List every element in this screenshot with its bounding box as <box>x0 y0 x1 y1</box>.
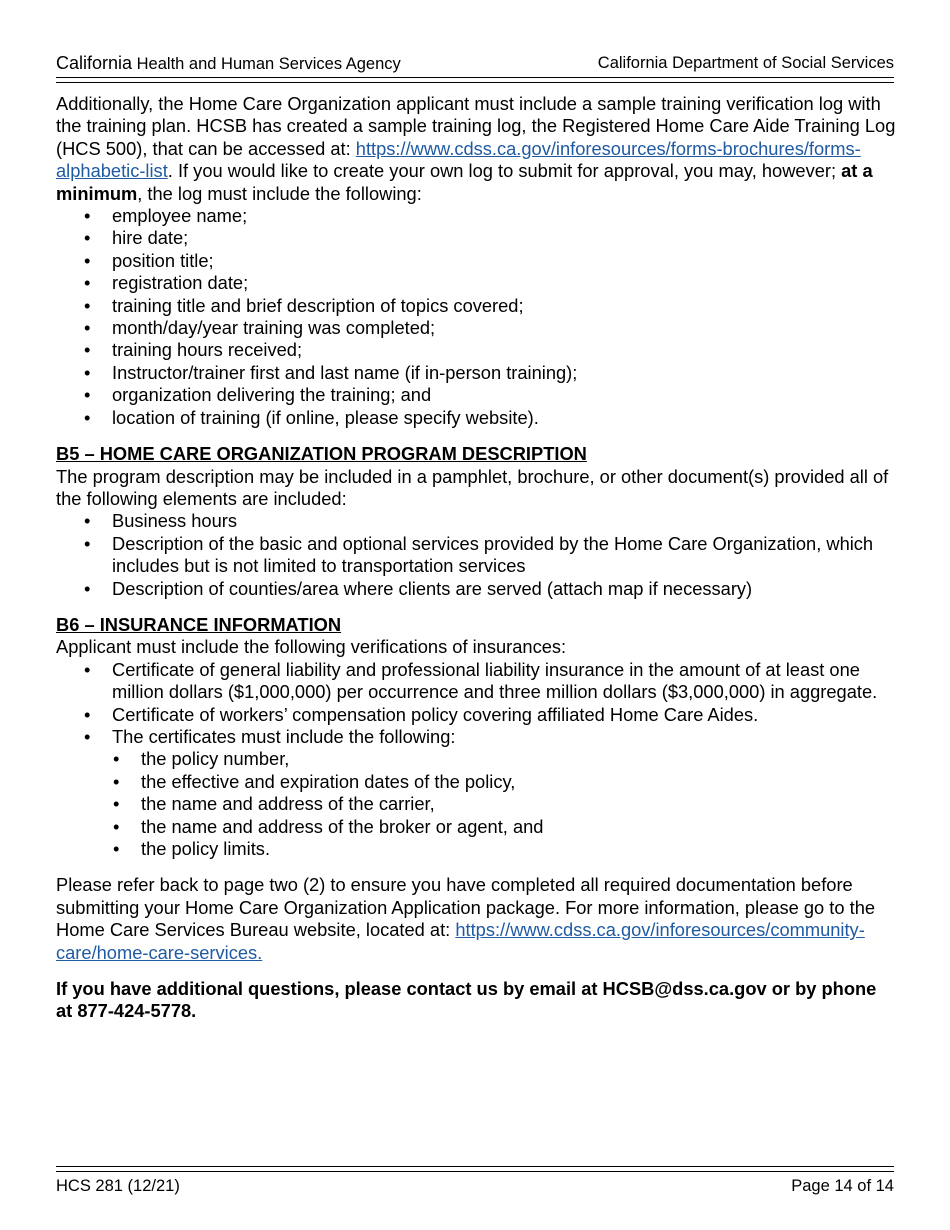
list-item: • organization delivering the training; and <box>56 384 896 406</box>
list-item: • training title and brief description of topics covered; <box>56 295 896 317</box>
list-item: • position title; <box>56 250 896 272</box>
list-item: • training hours received; <box>56 339 896 361</box>
intro-paragraph: Additionally, the Home Care Organization applicant must include a sample training verification log with the training plan. HCSB has created a sample training log, the Registered Home Care Aide Training Log (HCS 500), that can be accessed at: https://www.cdss.ca.gov/inforesources/forms-brochures/forms-alphabetic-list. If you would like to create your own log to submit for approval, you may, however; at a minimum, the log must include the following: <box>56 93 896 204</box>
b6-paragraph: Applicant must include the following verifications of insurances: <box>56 636 567 658</box>
b6-sub-list <box>56 748 896 860</box>
list-item: • Description of the basic and optional services provided by the Home Care Organization, which includes but is not limited to transportation services <box>56 533 896 578</box>
list-item: • Description of counties/area where clients are served (attach map if necessary) <box>56 578 896 600</box>
home-care-services-link[interactable]: https://www.cdss.ca.gov/inforesources/community-care/home-care-services. <box>56 919 865 963</box>
list-item: • hire date; <box>56 227 896 249</box>
list-item: • location of training (if online, please specify website). <box>56 407 896 429</box>
list-item: • the name and address of the carrier, <box>56 793 896 815</box>
department-name: California Department of Social Services <box>597 54 894 72</box>
list-item: • registration date; <box>56 272 896 294</box>
page-content <box>56 93 896 1023</box>
b5-heading: B5 – HOME CARE ORGANIZATION PROGRAM DESCRIPTION <box>56 443 587 465</box>
list-item: • Certificate of workers’ compensation policy covering affiliated Home Care Aides. <box>56 704 896 726</box>
training-log-list <box>56 205 896 429</box>
list-item: • the policy number, <box>56 748 896 770</box>
form-id: HCS 281 (12/21) <box>56 1177 180 1195</box>
b5-paragraph: The program description may be included in a pamphlet, brochure, or other document(s) provided all of the following elements are included: <box>56 465 889 509</box>
footer-rule <box>56 1166 894 1172</box>
list-item: • Instructor/trainer first and last name (if in-person training); <box>56 362 896 384</box>
forms-list-link[interactable]: https://www.cdss.ca.gov/inforesources/forms-brochures/forms-alphabetic-list <box>56 137 861 182</box>
contact-paragraph: If you have additional questions, please contact us by email at HCSB@dss.ca.gov or by phone at 877-424-5778. <box>56 978 877 1022</box>
list-item: • Certificate of general liability and professional liability insurance in the amount of at least one million dollars ($1,000,000) per occurrence and three million dollars ($3,000,000) in aggregate. <box>56 659 896 704</box>
list-item: • Business hours <box>56 510 896 532</box>
list-item: • the effective and expiration dates of the policy, <box>56 771 896 793</box>
page-number: Page 14 of 14 <box>791 1177 894 1195</box>
list-item: • the policy limits. <box>56 838 896 860</box>
closing-paragraph: Please refer back to page two (2) to ensure you have completed all required documentation before submitting your Home Care Organization Application package. For more information, please go to the Home Care Services Bureau website, located at: https://www.cdss.ca.gov/inforesources/community-care/home-care-services. <box>56 874 876 963</box>
list-item: • The certificates must include the following: <box>56 726 896 748</box>
list-item: • employee name; <box>56 205 896 227</box>
b6-list <box>56 659 896 749</box>
b5-list <box>56 510 896 600</box>
b6-heading: B6 – INSURANCE INFORMATION <box>56 613 342 635</box>
agency-name: California Health and Human Services Agency <box>56 53 401 73</box>
list-item: • month/day/year training was completed; <box>56 317 896 339</box>
page-header <box>56 52 894 76</box>
list-item: • the name and address of the broker or agent, and <box>56 816 896 838</box>
header-rule <box>56 77 894 83</box>
